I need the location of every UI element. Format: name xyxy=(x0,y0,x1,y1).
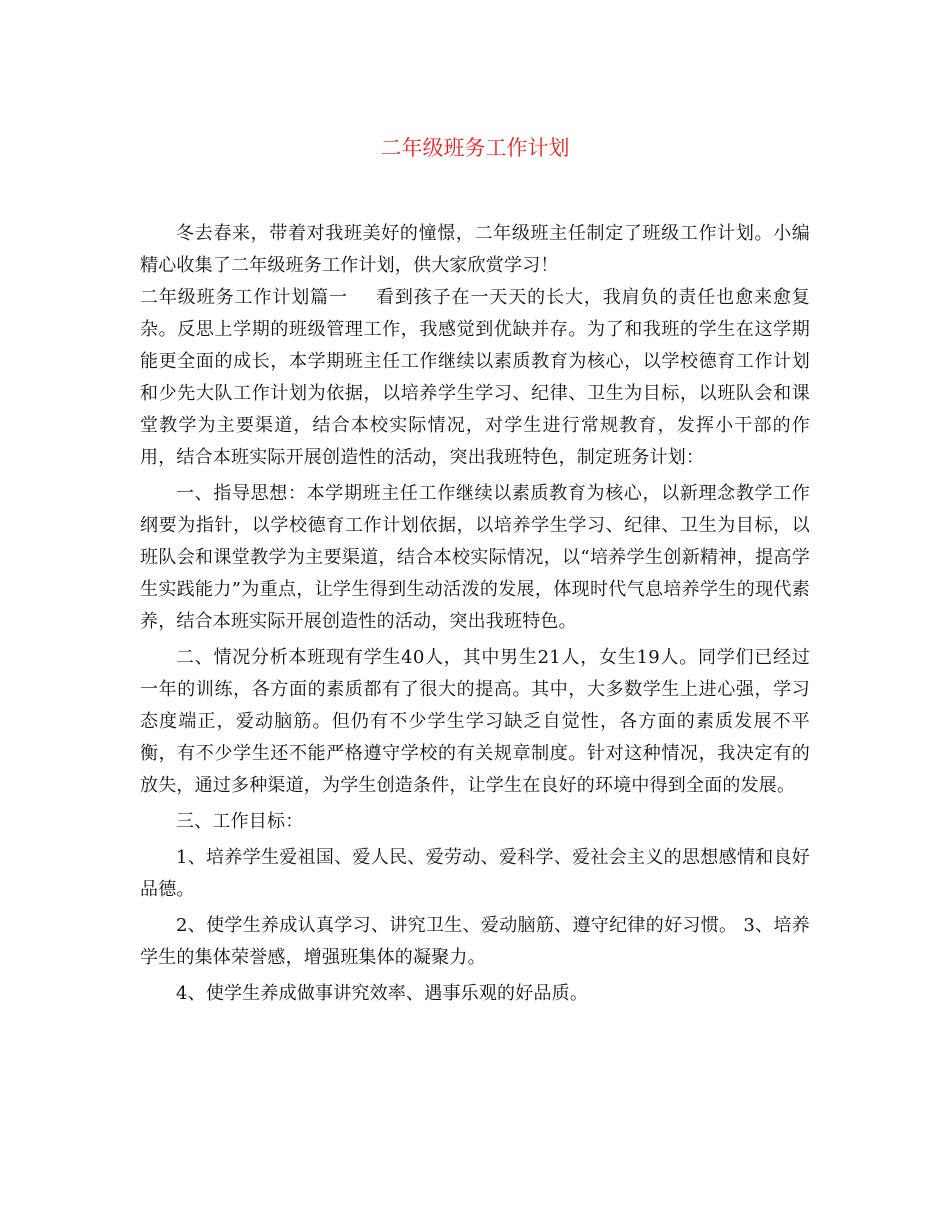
intro-paragraph: 冬去春来，带着对我班美好的憧憬，二年级班主任制定了班级工作计划。小编精心收集了二年级班务工作计划，供大家欣赏学习！ xyxy=(140,223,810,276)
document-body xyxy=(140,218,810,1010)
opening-text: 看到孩子在一天天的长大，我肩负的责任也愈来愈复杂。反思上学期的班级管理工作，我感觉到优缺并存。为了和我班的学生在这学期能更全面的成长，本学期班主任工作继续以素质教育为核心，以学校德育工作计划和少先大队工作计划为依据，以培养学生学习、纪律、卫生为目标，以班队会和课堂教学为主要渠道，结合本校实际情况，对学生进行常规教育，发挥小干部的作用，结合本班实际开展创造性的活动，突出我班特色，制定班务计划： xyxy=(140,287,810,468)
section-paragraph xyxy=(140,282,810,474)
paragraph-guiding-thought: 一、指导思想：本学期班主任工作继续以素质教育为核心，以新理念教学工作纲要为指针，以学校德育工作计划依据，以培养学生学习、纪律、卫生为目标，以班队会和课堂教学为主要渠道，结合本校实际情况，以“培养学生创新精神，提高学生实践能力”为重点，让学生得到生动活泼的发展，体现时代气息培养学生的现代素养，结合本班实际开展创造性的活动，突出我班特色。 xyxy=(140,483,810,632)
document-title: 二年级班务工作计划 xyxy=(380,136,570,160)
section-heading: 二年级班务工作计划篇一 xyxy=(140,287,348,308)
paragraph-situation-analysis: 二、情况分析本班现有学生40人，其中男生21人，女生19人。同学们已经过一年的训练，各方面的素质都有了很大的提高。其中，大多数学生上进心强，学习态度端正，爱动脑筋。但仍有不少学生学习缺乏自觉性，各方面的素质发展不平衡，有不少学生还不能严格遵守学校的有关规章制度。针对这种情况，我决定有的放失，通过多种渠道，为学生创造条件，让学生在良好的环境中得到全面的发展。 xyxy=(140,647,810,796)
paragraph-goal-1: 1、培养学生爱祖国、爱人民、爱劳动、爱科学、爱社会主义的思想感情和良好品德。 xyxy=(140,847,810,900)
paragraph-work-goals-heading: 三、工作目标： xyxy=(176,811,304,832)
paragraph-goal-4: 4、使学生养成做事讲究效率、遇事乐观的好品质。 xyxy=(176,983,589,1004)
paragraph-goal-2-3: 2、使学生养成认真学习、讲究卫生、爱动脑筋、遵守纪律的好习惯。 3、培养学生的集体荣誉感，增强班集体的凝聚力。 xyxy=(140,915,810,968)
